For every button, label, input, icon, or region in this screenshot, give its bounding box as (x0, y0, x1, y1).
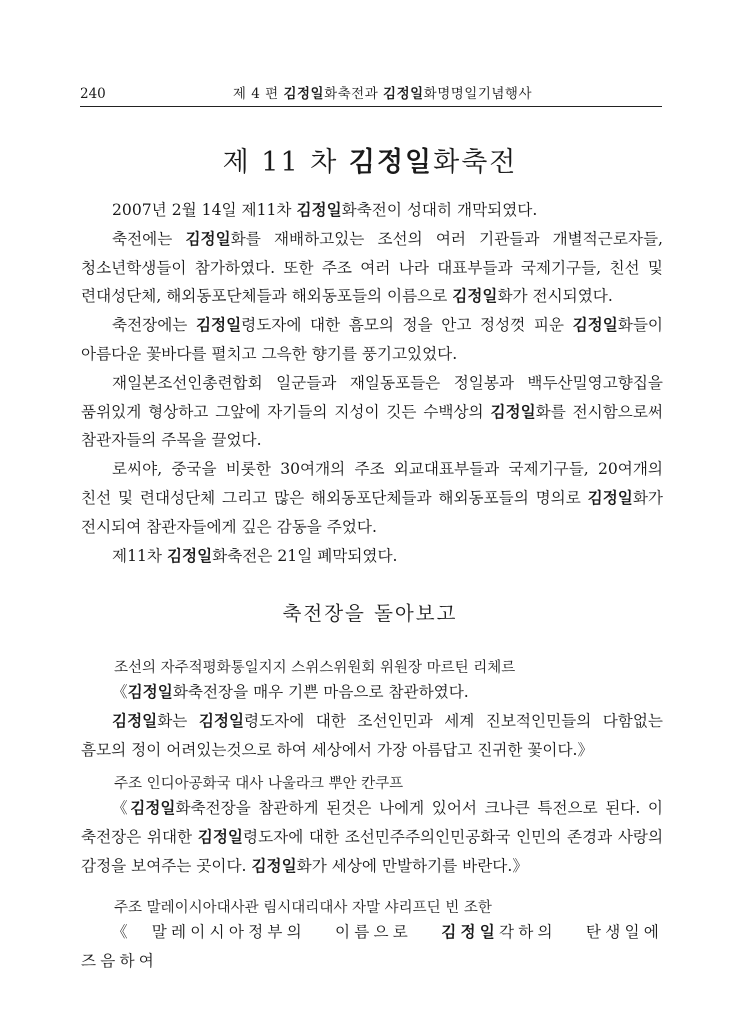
testimonial-quote (81, 794, 663, 880)
testimonial-quote (81, 918, 663, 976)
body-text (81, 196, 663, 570)
speaker-name: 주조 말레이시아대사관 림시대리대사 자말 샤리프딘 빈 조한 (114, 900, 492, 916)
bold-name: 김정일 (441, 923, 499, 941)
speaker-name: 조선의 자주적평화통일지지 스위스위원회 위원장 마르틴 리체르 (114, 660, 516, 676)
section-title: 축전장을 돌아보고 (282, 602, 458, 625)
paragraph: 축전에는 김정일화를 재배하고있는 조선의 여러 기관들과 개별적근로자들, 청소년학생들이 참가하였다. 또한 주조 여러 나라 대표부들과 국제기구들, 친선 및 련대성단체, 해외동포단체들과 해외동포들의 이름으로 김정일화가 전시되였다. (81, 229, 663, 306)
bold-name: 김정일 (166, 546, 213, 565)
paragraph: 제11차 김정일화축전은 21일 폐막되였다. (112, 546, 398, 565)
quote-line: 김정일화는 김정일령도자에 대한 조선인민과 세계 진보적인민들의 다함없는 흠모의 정이 어려있는것으로 하여 세상에서 가장 아름답고 진귀한 꽃이다.》 (81, 711, 663, 759)
chapter-title: 제 11 차 김정일화축전 (222, 147, 518, 178)
paragraph: 로씨야, 중국을 비롯한 30여개의 주조 외교대표부들과 국제기구들, 20여개의 친선 및 련대성단체 그리고 많은 해외동포단체들과 해외동포들의 명의로 김정일화가 전시되여 참관자들에게 깊은 감동을 주었다. (81, 460, 663, 536)
bold-name: 김정일 (198, 711, 245, 730)
testimonial-quote (81, 678, 663, 764)
bold-name: 김정일 (112, 711, 158, 730)
paragraph: 축전장에는 김정일령도자에 대한 흠모의 정을 안고 정성껏 피운 김정일화들이 아름다운 꽃바다를 펼치고 그윽한 향기를 풍기고있었다. (81, 316, 663, 363)
bold-name: 김정일 (383, 86, 424, 102)
paragraph: 2007년 2월 14일 제11차 김정일화축전이 성대히 개막되였다. (112, 201, 538, 219)
bold-name: 김정일 (130, 799, 176, 817)
bold-name: 김정일 (251, 856, 297, 875)
quote-line: 《김정일화축전장을 참관하게 된것은 나에게 있어서 크나큰 특전으로 된다. 이 축전장은 위대한 김정일령도자에 대한 조선민주주의인민공화국 인민의 존경과 사랑의 감정을 보여주는 곳이다. 김정일화가 세상에 만발하기를 바란다.》 (81, 799, 664, 875)
speaker-name: 주조 인디아공화국 대사 나울라크 뿌안 칸쿠프 (114, 776, 404, 792)
running-title: 제 4 편 김정일화축전과 김정일화명명일기념행사 (232, 86, 532, 102)
running-header (80, 84, 662, 107)
bold-name: 김정일 (185, 229, 231, 248)
bold-name: 김정일 (283, 86, 325, 102)
bold-name: 김정일 (348, 147, 434, 178)
page-number: 240 (80, 86, 106, 102)
paragraph: 재일본조선인총련합회 일군들과 재일동포들은 정일봉과 백두산밀영고향집을 품위있게 형상하고 그앞에 자기들의 지성이 깃든 수백상의 김정일화를 전시함으로써 참관자들의 주목을 끌었다. (81, 373, 663, 450)
bold-name: 김정일 (490, 402, 536, 421)
quote-line: 《말레이시아정부의 이름으로 김정일각하의 탄생일에 즈음하여 (81, 923, 663, 970)
bold-name: 김정일 (587, 488, 633, 507)
bold-name: 김정일 (572, 316, 618, 335)
bold-name: 김정일 (296, 201, 342, 219)
bold-name: 김정일 (452, 287, 498, 306)
bold-name: 김정일 (197, 827, 243, 846)
quote-line: 《김정일화축전장을 매우 기쁜 마음으로 참관하였다. (112, 683, 469, 701)
bold-name: 김정일 (127, 683, 173, 701)
bold-name: 김정일 (195, 316, 242, 335)
